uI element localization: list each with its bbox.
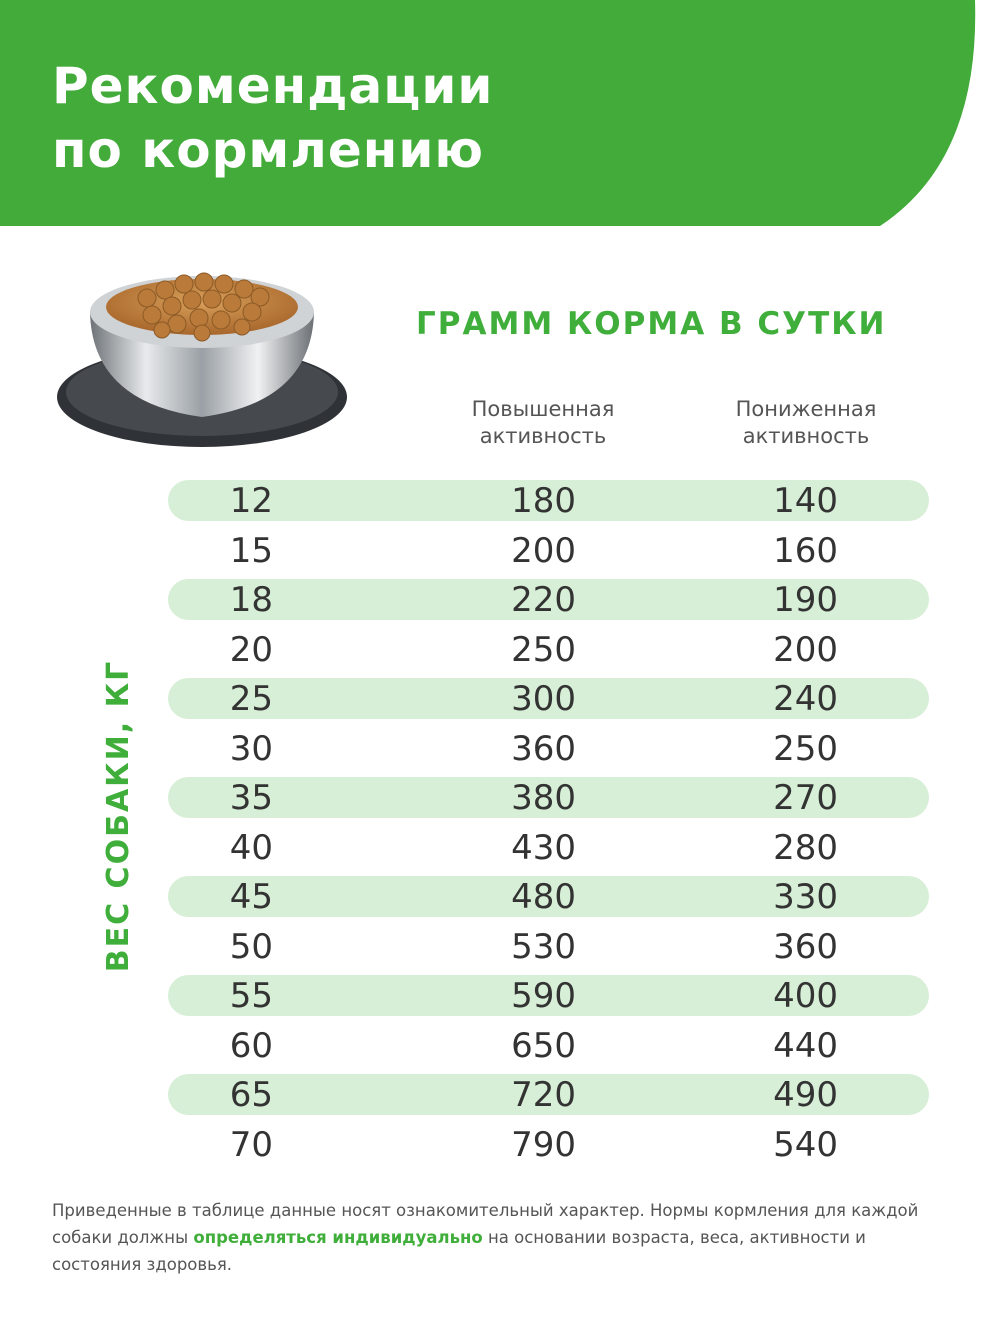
disclaimer-text [52,1197,952,1278]
low-activity-cell: 200 [773,629,838,670]
weight-cell: 18 [229,580,273,620]
column-header-low-activity [686,396,926,450]
weight-cell: 20 [229,629,273,670]
page-title-line2: по кормлению [52,121,484,179]
weight-cell: 12 [229,481,273,521]
weight-cell: 50 [229,926,273,967]
table-row [168,926,929,967]
high-activity-cell: 380 [511,778,576,818]
weight-cell: 15 [229,530,273,571]
high-activity-cell: 480 [511,877,576,917]
disclaimer-highlight: определяться индивидуально [193,1228,483,1247]
low-activity-cell: 440 [773,1025,838,1066]
weight-cell: 35 [229,778,273,818]
table-row [168,1025,929,1066]
low-activity-cell: 330 [773,877,838,917]
low-activity-cell: 240 [773,679,838,719]
low-activity-cell: 140 [773,481,838,521]
page-title [52,54,493,182]
weight-cell: 45 [229,877,273,917]
table-row [168,1074,929,1115]
disclaimer-part1: Приведенные в таблице данные носят ознакомительный характер. Нормы кормления для каждой собаки должны [52,1201,919,1247]
column-header-low-line1: Пониженная [735,397,877,421]
high-activity-cell: 590 [511,976,576,1016]
table-row [168,579,929,620]
low-activity-cell: 540 [773,1124,838,1165]
weight-cell: 25 [229,679,273,719]
column-header-low-line2: активность [742,424,870,448]
high-activity-cell: 360 [511,728,576,769]
feeding-table [168,480,929,1173]
weight-axis-label: ВЕС СОБАКИ, КГ [101,659,136,973]
weight-cell: 55 [229,976,273,1016]
table-row [168,629,929,670]
high-activity-cell: 720 [511,1075,576,1115]
high-activity-cell: 790 [511,1124,576,1165]
low-activity-cell: 280 [773,827,838,868]
low-activity-cell: 400 [773,976,838,1016]
weight-cell: 60 [229,1025,273,1066]
column-header-high-line1: Повышенная [471,397,615,421]
header-banner [0,0,1000,226]
table-title: ГРАММ КОРМА В СУТКИ [416,306,887,342]
column-header-high-activity [423,396,663,450]
table-row [168,975,929,1016]
high-activity-cell: 220 [511,580,576,620]
high-activity-cell: 430 [511,827,576,868]
high-activity-cell: 180 [511,481,576,521]
high-activity-cell: 300 [511,679,576,719]
low-activity-cell: 160 [773,530,838,571]
weight-cell: 40 [229,827,273,868]
table-row [168,530,929,571]
high-activity-cell: 650 [511,1025,576,1066]
weight-cell: 70 [229,1124,273,1165]
low-activity-cell: 190 [773,580,838,620]
table-row [168,827,929,868]
low-activity-cell: 490 [773,1075,838,1115]
weight-cell: 65 [229,1075,273,1115]
dog-food-bowl-icon [52,232,352,457]
low-activity-cell: 250 [773,728,838,769]
table-row [168,678,929,719]
low-activity-cell: 360 [773,926,838,967]
table-row [168,1124,929,1165]
table-row [168,777,929,818]
high-activity-cell: 250 [511,629,576,670]
high-activity-cell: 200 [511,530,576,571]
column-header-high-line2: активность [479,424,607,448]
disclaimer-part2: на основании возраста, веса, активности и состояния здоровья. [52,1228,866,1274]
table-row [168,728,929,769]
low-activity-cell: 270 [773,778,838,818]
high-activity-cell: 530 [511,926,576,967]
table-row [168,480,929,521]
weight-cell: 30 [229,728,273,769]
page-title-line1: Рекомендации [52,57,494,115]
table-row [168,876,929,917]
